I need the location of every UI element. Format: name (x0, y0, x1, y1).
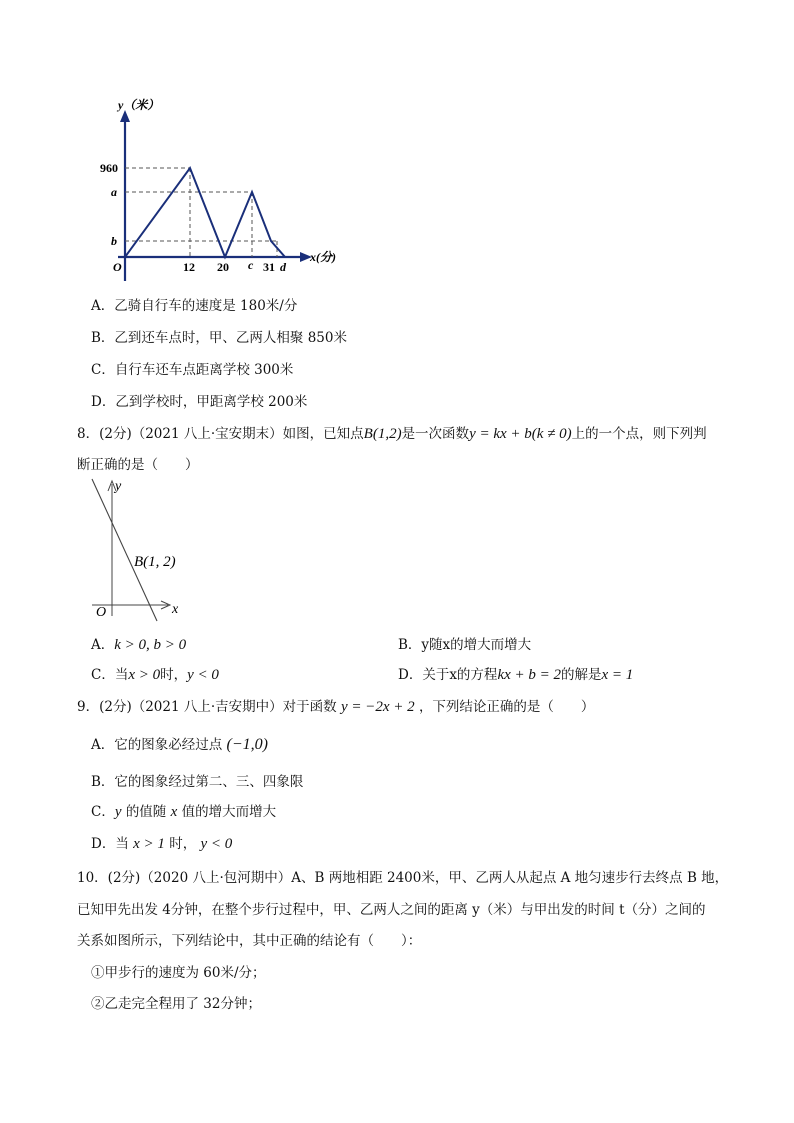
q10-statement-1: ①甲步行的速度为 60米/分； (91, 965, 266, 981)
x-tick-c: c (248, 258, 254, 272)
q7-option-c: C．自行车还车点距离学校 300米 (91, 362, 294, 378)
q7-option-d: D．乙到学校时，甲距离学校 200米 (91, 394, 308, 410)
q9-function: y = −2x + 2 (340, 699, 415, 715)
x-tick-12: 12 (183, 260, 195, 274)
x-tick-31: 31 (263, 260, 275, 274)
x-tick-d: d (280, 260, 286, 274)
q7-option-b: B．乙到还车点时，甲、乙两人相聚 850米 (91, 330, 347, 346)
origin-label: O (96, 605, 107, 620)
q9-option-b: B．它的图象经过第二、三、四象限 (91, 774, 304, 790)
q8-point: B(1,2) (363, 426, 402, 442)
q10-stem-line2: 已知甲先出发 4分钟，在整个步行过程中，甲、乙两人之间的距离 y（米）与甲出发的时间 t（分）之间的 (77, 902, 706, 918)
q9-option-d: D．当 x > 1 时， y < 0 (91, 836, 233, 852)
linear-function-graph (86, 476, 196, 624)
q8-option-d: D．关于x的方程kx + b = 2的解是x = 1 (398, 667, 634, 683)
q8-function: y = kx + b(k ≠ 0) (469, 426, 572, 442)
q7-option-a: A．乙骑自行车的速度是 180米/分 (91, 298, 298, 314)
graph-line (125, 168, 285, 257)
q9-option-c: C．y 的值随 x 值的增大而增大 (91, 804, 277, 820)
y-label: y (115, 479, 122, 494)
y-tick-960: 960 (100, 161, 118, 175)
q8-option-c: C．当x > 0时，y < 0 (91, 667, 219, 683)
point-b-label: B(1, 2) (134, 554, 176, 570)
y-axis-label: y（米） (118, 98, 160, 112)
distance-time-graph (100, 95, 350, 285)
function-line (92, 479, 157, 621)
q8-stem-line1: 8．(2分)（2021 八上·宝安期末）如图，已知点B(1,2)是一次函数y = kx + b(k ≠ 0)上的一个点，则下列判 (77, 426, 707, 442)
x-axis-label: x(分) (310, 250, 336, 264)
q8-option-b: B．y随x的增大而增大 (398, 637, 532, 653)
q10-stem-line1: 10．(2分)（2020 八上·包河期中）A、B 两地相距 2400米，甲、乙两人从起点 A 地匀速步行去终点 B 地， (77, 870, 729, 886)
q8-option-a: A．k > 0, b > 0 (91, 637, 187, 653)
y-tick-b: b (111, 234, 117, 248)
q9-stem: 9．(2分)（2021 八上·吉安期中）对于函数 y = −2x + 2 ，下列结论正确的是（ ） (77, 699, 595, 715)
x-label: x (172, 602, 179, 617)
origin-label: O (113, 260, 122, 274)
y-tick-a: a (111, 185, 117, 199)
q9-option-a: A．它的图象必经过点 (−1,0) (91, 736, 268, 753)
x-tick-20: 20 (217, 260, 229, 274)
q8-stem-line2: 断正确的是（ ） (77, 457, 199, 473)
q10-stem-line3: 关系如图所示，下列结论中，其中正确的结论有（ ）： (77, 933, 422, 949)
q10-statement-2: ②乙走完全程用了 32分钟； (91, 996, 261, 1012)
